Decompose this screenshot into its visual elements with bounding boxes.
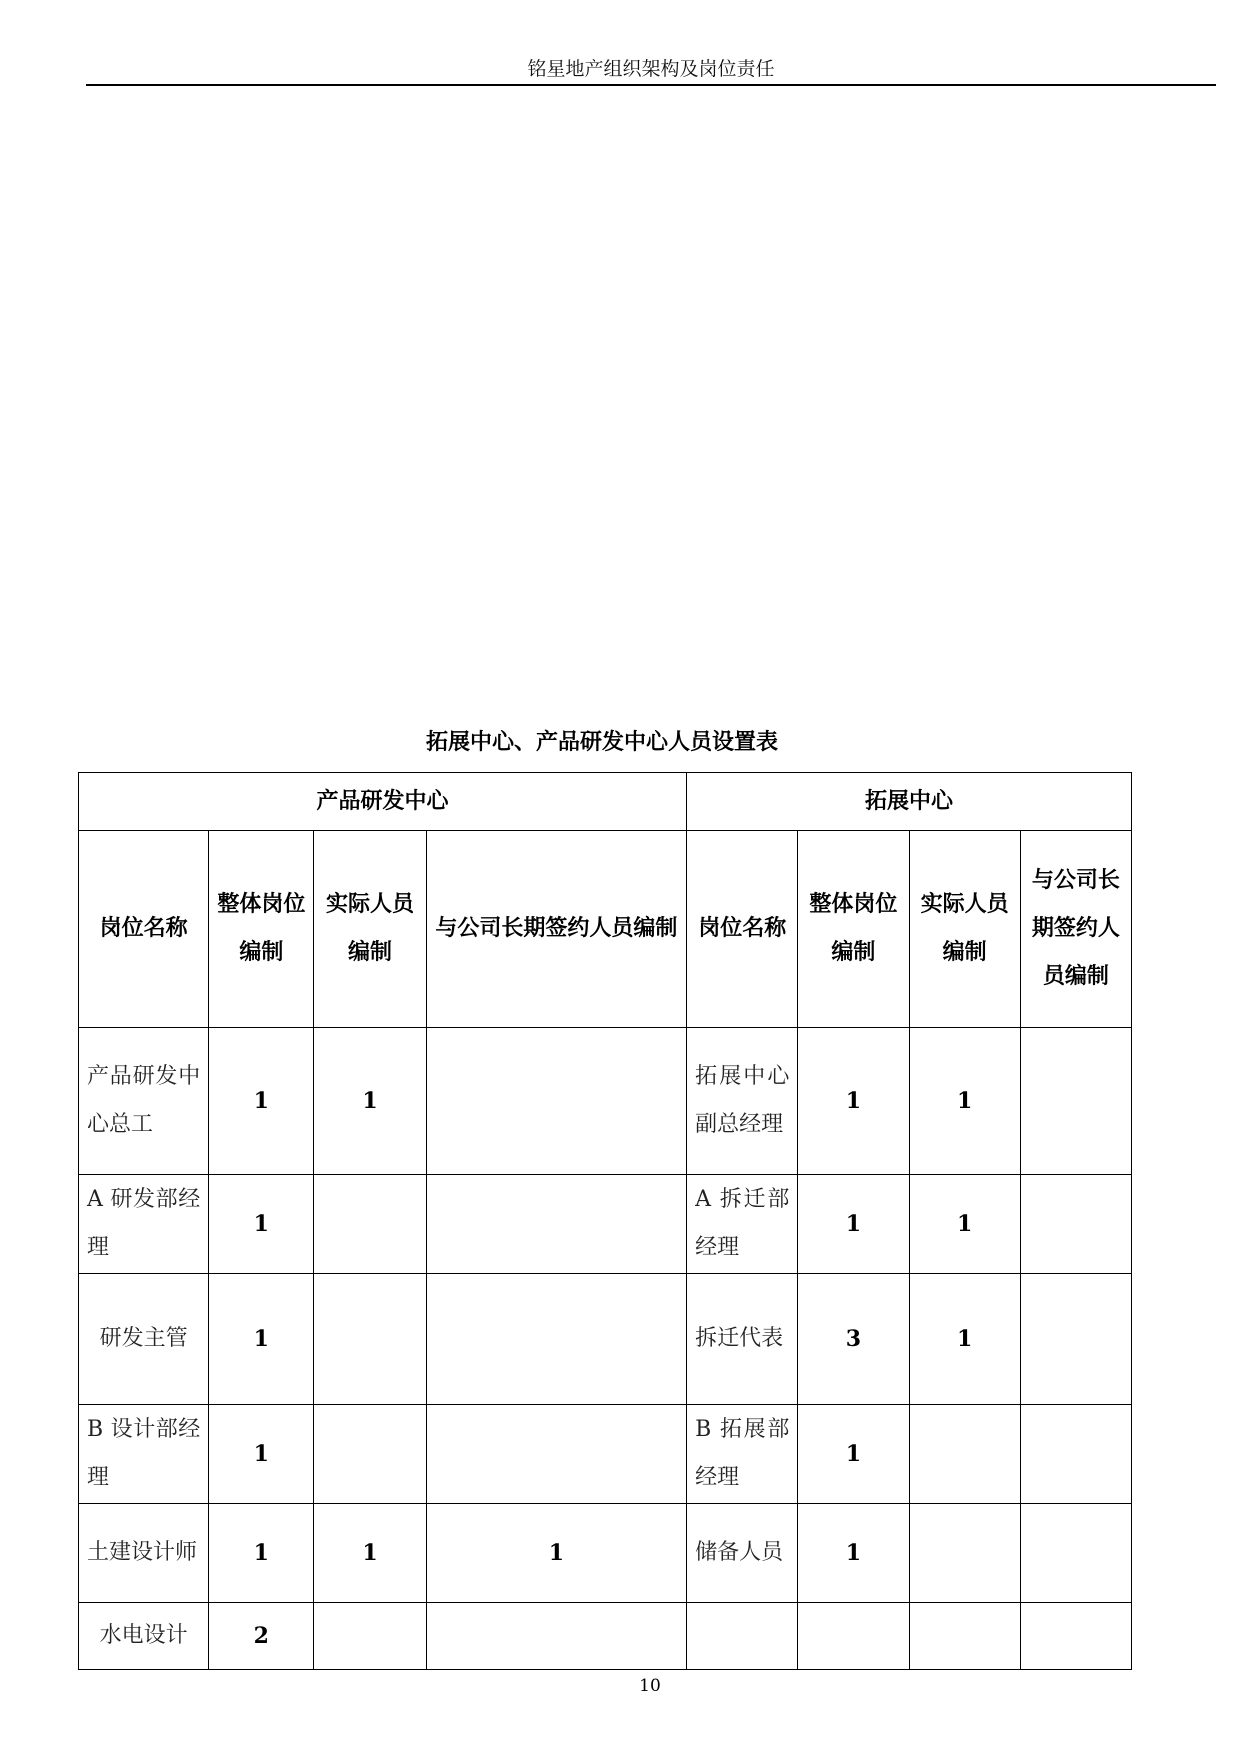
right-long-term-contract: [1020, 1504, 1131, 1603]
left-long-term-contract: [426, 1175, 687, 1274]
right-actual-staff: [909, 1504, 1020, 1603]
table-row: [79, 1504, 1132, 1603]
right-total-quota: 1: [798, 1504, 909, 1603]
left-long-term-contract: [426, 1274, 687, 1405]
left-position-name: 土建设计师: [79, 1504, 209, 1603]
right-position-name: 拆迁代表: [687, 1274, 798, 1405]
left-actual-staff: [314, 1603, 426, 1670]
table-row: [79, 1405, 1132, 1504]
left-position-name: 产品研发中心总工: [79, 1028, 209, 1175]
left-long-term-contract: [426, 1603, 687, 1670]
left-total-quota: 1: [209, 1028, 314, 1175]
left-position-name: B 设计部经理: [79, 1405, 209, 1504]
table-title: 拓展中心、产品研发中心人员设置表: [425, 730, 778, 755]
table-row: [79, 1603, 1132, 1670]
left-actual-staff: 1: [314, 1504, 426, 1603]
right-total-quota: 3: [798, 1274, 909, 1405]
right-position-name: 拓展中心副总经理: [687, 1028, 798, 1175]
page-number: 10: [639, 1676, 661, 1696]
left-actual-staff: [314, 1274, 426, 1405]
right-total-quota: 1: [798, 1175, 909, 1274]
right-position-name: [687, 1603, 798, 1670]
left-long-term-contract: [426, 1405, 687, 1504]
right-total-quota: 1: [798, 1405, 909, 1504]
group-header-row: [79, 773, 1132, 831]
left-total-quota: 1: [209, 1405, 314, 1504]
right-position-name: A 拆迁部经理: [687, 1175, 798, 1274]
col-left-long-term-contract: 与公司长期签约人员编制: [426, 831, 687, 1028]
col-left-actual-staff: 实际人员编制: [314, 831, 426, 1028]
table-row: [79, 1028, 1132, 1175]
table-row: [79, 1274, 1132, 1405]
right-long-term-contract: [1020, 1175, 1131, 1274]
col-right-long-term-contract: 与公司长期签约人员编制: [1020, 831, 1131, 1028]
column-header-row: [79, 831, 1132, 1028]
right-long-term-contract: [1020, 1028, 1131, 1175]
right-actual-staff: 1: [909, 1274, 1020, 1405]
left-total-quota: 2: [209, 1603, 314, 1670]
col-right-position-name: 岗位名称: [687, 831, 798, 1028]
right-actual-staff: 1: [909, 1028, 1020, 1175]
col-left-position-name: 岗位名称: [79, 831, 209, 1028]
left-total-quota: 1: [209, 1504, 314, 1603]
col-left-total-quota: 整体岗位编制: [209, 831, 314, 1028]
right-position-name: 储备人员: [687, 1504, 798, 1603]
right-actual-staff: [909, 1405, 1020, 1504]
left-position-name: A 研发部经理: [79, 1175, 209, 1274]
left-actual-staff: 1: [314, 1028, 426, 1175]
col-right-total-quota: 整体岗位编制: [798, 831, 909, 1028]
right-total-quota: [798, 1603, 909, 1670]
header-rule: [86, 84, 1216, 86]
group-expansion-center: 拓展中心: [687, 773, 1132, 831]
right-position-name: B 拓展部经理: [687, 1405, 798, 1504]
page-header: 铭星地产组织架构及岗位责任: [527, 58, 775, 80]
right-actual-staff: [909, 1603, 1020, 1670]
left-long-term-contract: [426, 1028, 687, 1175]
left-position-name: 研发主管: [79, 1274, 209, 1405]
right-long-term-contract: [1020, 1603, 1131, 1670]
right-long-term-contract: [1020, 1405, 1131, 1504]
table-row: [79, 1175, 1132, 1274]
left-total-quota: 1: [209, 1175, 314, 1274]
staffing-table: [78, 772, 1132, 1670]
col-right-actual-staff: 实际人员编制: [909, 831, 1020, 1028]
left-position-name: 水电设计: [79, 1603, 209, 1670]
left-long-term-contract: 1: [426, 1504, 687, 1603]
right-actual-staff: 1: [909, 1175, 1020, 1274]
left-actual-staff: [314, 1175, 426, 1274]
group-product-rd-center: 产品研发中心: [79, 773, 687, 831]
left-actual-staff: [314, 1405, 426, 1504]
right-total-quota: 1: [798, 1028, 909, 1175]
right-long-term-contract: [1020, 1274, 1131, 1405]
left-total-quota: 1: [209, 1274, 314, 1405]
